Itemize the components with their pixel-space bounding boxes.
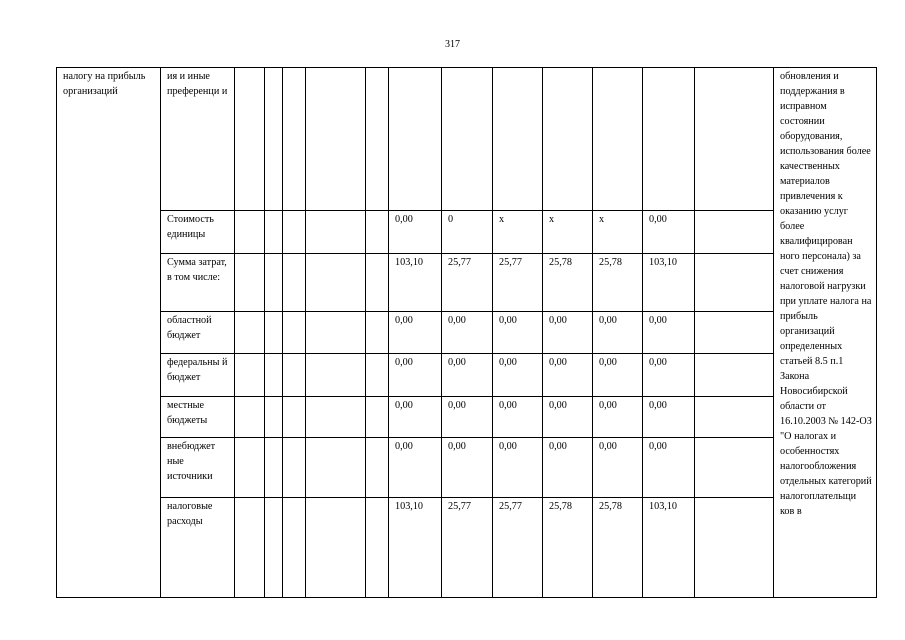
value-cell: x [493, 211, 543, 254]
budget-table [56, 67, 877, 598]
empty-cell [695, 354, 774, 397]
value-cell: 103,10 [389, 254, 442, 312]
empty-cell [695, 498, 774, 598]
value-cell: 0,00 [593, 312, 643, 354]
value-cell: 0,00 [543, 438, 593, 498]
funding-source-label: областной бюджет [161, 312, 235, 354]
indicator-name-cell: налогу на прибыль организаций [57, 68, 161, 598]
value-cell: 0,00 [389, 312, 442, 354]
value-cell: 0,00 [643, 438, 695, 498]
value-cell: 0,00 [493, 397, 543, 438]
value-cell: 0,00 [643, 354, 695, 397]
empty-cell [306, 254, 366, 312]
table-row [57, 312, 877, 354]
value-cell: 0,00 [389, 438, 442, 498]
value-cell: 0,00 [442, 354, 493, 397]
value-cell: x [543, 211, 593, 254]
value-cell: 0,00 [543, 312, 593, 354]
value-cell [643, 68, 695, 211]
empty-cell [265, 254, 283, 312]
empty-cell [366, 254, 389, 312]
value-cell: 0,00 [493, 312, 543, 354]
empty-cell [283, 312, 306, 354]
value-cell [493, 68, 543, 211]
value-cell: 25,78 [543, 498, 593, 598]
empty-cell [306, 68, 366, 211]
empty-cell [265, 397, 283, 438]
value-cell: 0,00 [643, 397, 695, 438]
value-cell: 0,00 [593, 438, 643, 498]
empty-cell [366, 498, 389, 598]
value-cell: 103,10 [389, 498, 442, 598]
empty-cell [306, 397, 366, 438]
value-cell: 25,77 [493, 254, 543, 312]
empty-cell [283, 354, 306, 397]
empty-cell [695, 211, 774, 254]
value-cell: 0,00 [493, 354, 543, 397]
empty-cell [265, 211, 283, 254]
funding-source-label: внебюджет ные источники [161, 438, 235, 498]
empty-cell [283, 397, 306, 438]
value-cell: 0,00 [442, 397, 493, 438]
value-cell: 0 [442, 211, 493, 254]
value-cell: x [593, 211, 643, 254]
empty-cell [366, 438, 389, 498]
empty-cell [265, 498, 283, 598]
empty-cell [366, 312, 389, 354]
value-cell: 25,77 [442, 498, 493, 598]
value-cell: 0,00 [543, 354, 593, 397]
value-cell: 0,00 [493, 438, 543, 498]
empty-cell [695, 254, 774, 312]
value-cell: 0,00 [389, 354, 442, 397]
funding-source-label: ия и иные преференци и [161, 68, 235, 211]
value-cell: 103,10 [643, 254, 695, 312]
table-row [57, 354, 877, 397]
table-row [57, 438, 877, 498]
empty-cell [366, 211, 389, 254]
funding-source-label: Сумма затрат, в том числе: [161, 254, 235, 312]
value-cell: 0,00 [389, 397, 442, 438]
empty-cell [306, 312, 366, 354]
value-cell [389, 68, 442, 211]
funding-source-label: Стоимость единицы [161, 211, 235, 254]
value-cell: 0,00 [593, 397, 643, 438]
value-cell: 25,78 [543, 254, 593, 312]
value-cell: 0,00 [643, 211, 695, 254]
empty-cell [235, 354, 265, 397]
empty-cell [235, 312, 265, 354]
value-cell: 25,78 [593, 498, 643, 598]
empty-cell [306, 211, 366, 254]
empty-cell [306, 438, 366, 498]
empty-cell [235, 211, 265, 254]
expected-result-cell: обновления и поддержания в исправном состоянии оборудования, использования более качественных материалов привлечения к оказанию услуг более квалифицирован ного персонала) за счет снижения налоговой нагрузки при уплате налога на прибыль организаций определенных статьей 8.5 п.1 Закона Новосибирской области от 16.10.2003 № 142-ОЗ "О налогах и особенностях налогообложения отдельных категорий налогоплательщи ков в [774, 68, 877, 598]
empty-cell [695, 68, 774, 211]
empty-cell [265, 68, 283, 211]
empty-cell [265, 354, 283, 397]
value-cell: 0,00 [593, 354, 643, 397]
value-cell: 0,00 [442, 312, 493, 354]
table-row [57, 254, 877, 312]
empty-cell [283, 68, 306, 211]
empty-cell [306, 354, 366, 397]
value-cell: 25,77 [442, 254, 493, 312]
value-cell: 0,00 [389, 211, 442, 254]
empty-cell [235, 397, 265, 438]
value-cell: 25,77 [493, 498, 543, 598]
value-cell [593, 68, 643, 211]
value-cell: 0,00 [543, 397, 593, 438]
table-row [57, 211, 877, 254]
empty-cell [366, 354, 389, 397]
table-row [57, 68, 877, 211]
empty-cell [283, 498, 306, 598]
empty-cell [235, 254, 265, 312]
table-row [57, 397, 877, 438]
empty-cell [235, 68, 265, 211]
funding-source-label: налоговые расходы [161, 498, 235, 598]
value-cell [543, 68, 593, 211]
empty-cell [265, 438, 283, 498]
empty-cell [695, 397, 774, 438]
empty-cell [695, 438, 774, 498]
funding-source-label: федеральны й бюджет [161, 354, 235, 397]
funding-source-label: местные бюджеты [161, 397, 235, 438]
value-cell [442, 68, 493, 211]
empty-cell [366, 68, 389, 211]
empty-cell [235, 498, 265, 598]
page-number: 317 [445, 39, 460, 50]
empty-cell [265, 312, 283, 354]
value-cell: 25,78 [593, 254, 643, 312]
empty-cell [235, 438, 265, 498]
empty-cell [306, 498, 366, 598]
empty-cell [283, 211, 306, 254]
empty-cell [283, 254, 306, 312]
value-cell: 103,10 [643, 498, 695, 598]
empty-cell [695, 312, 774, 354]
value-cell: 0,00 [442, 438, 493, 498]
empty-cell [366, 397, 389, 438]
table-row [57, 498, 877, 598]
empty-cell [283, 438, 306, 498]
value-cell: 0,00 [643, 312, 695, 354]
